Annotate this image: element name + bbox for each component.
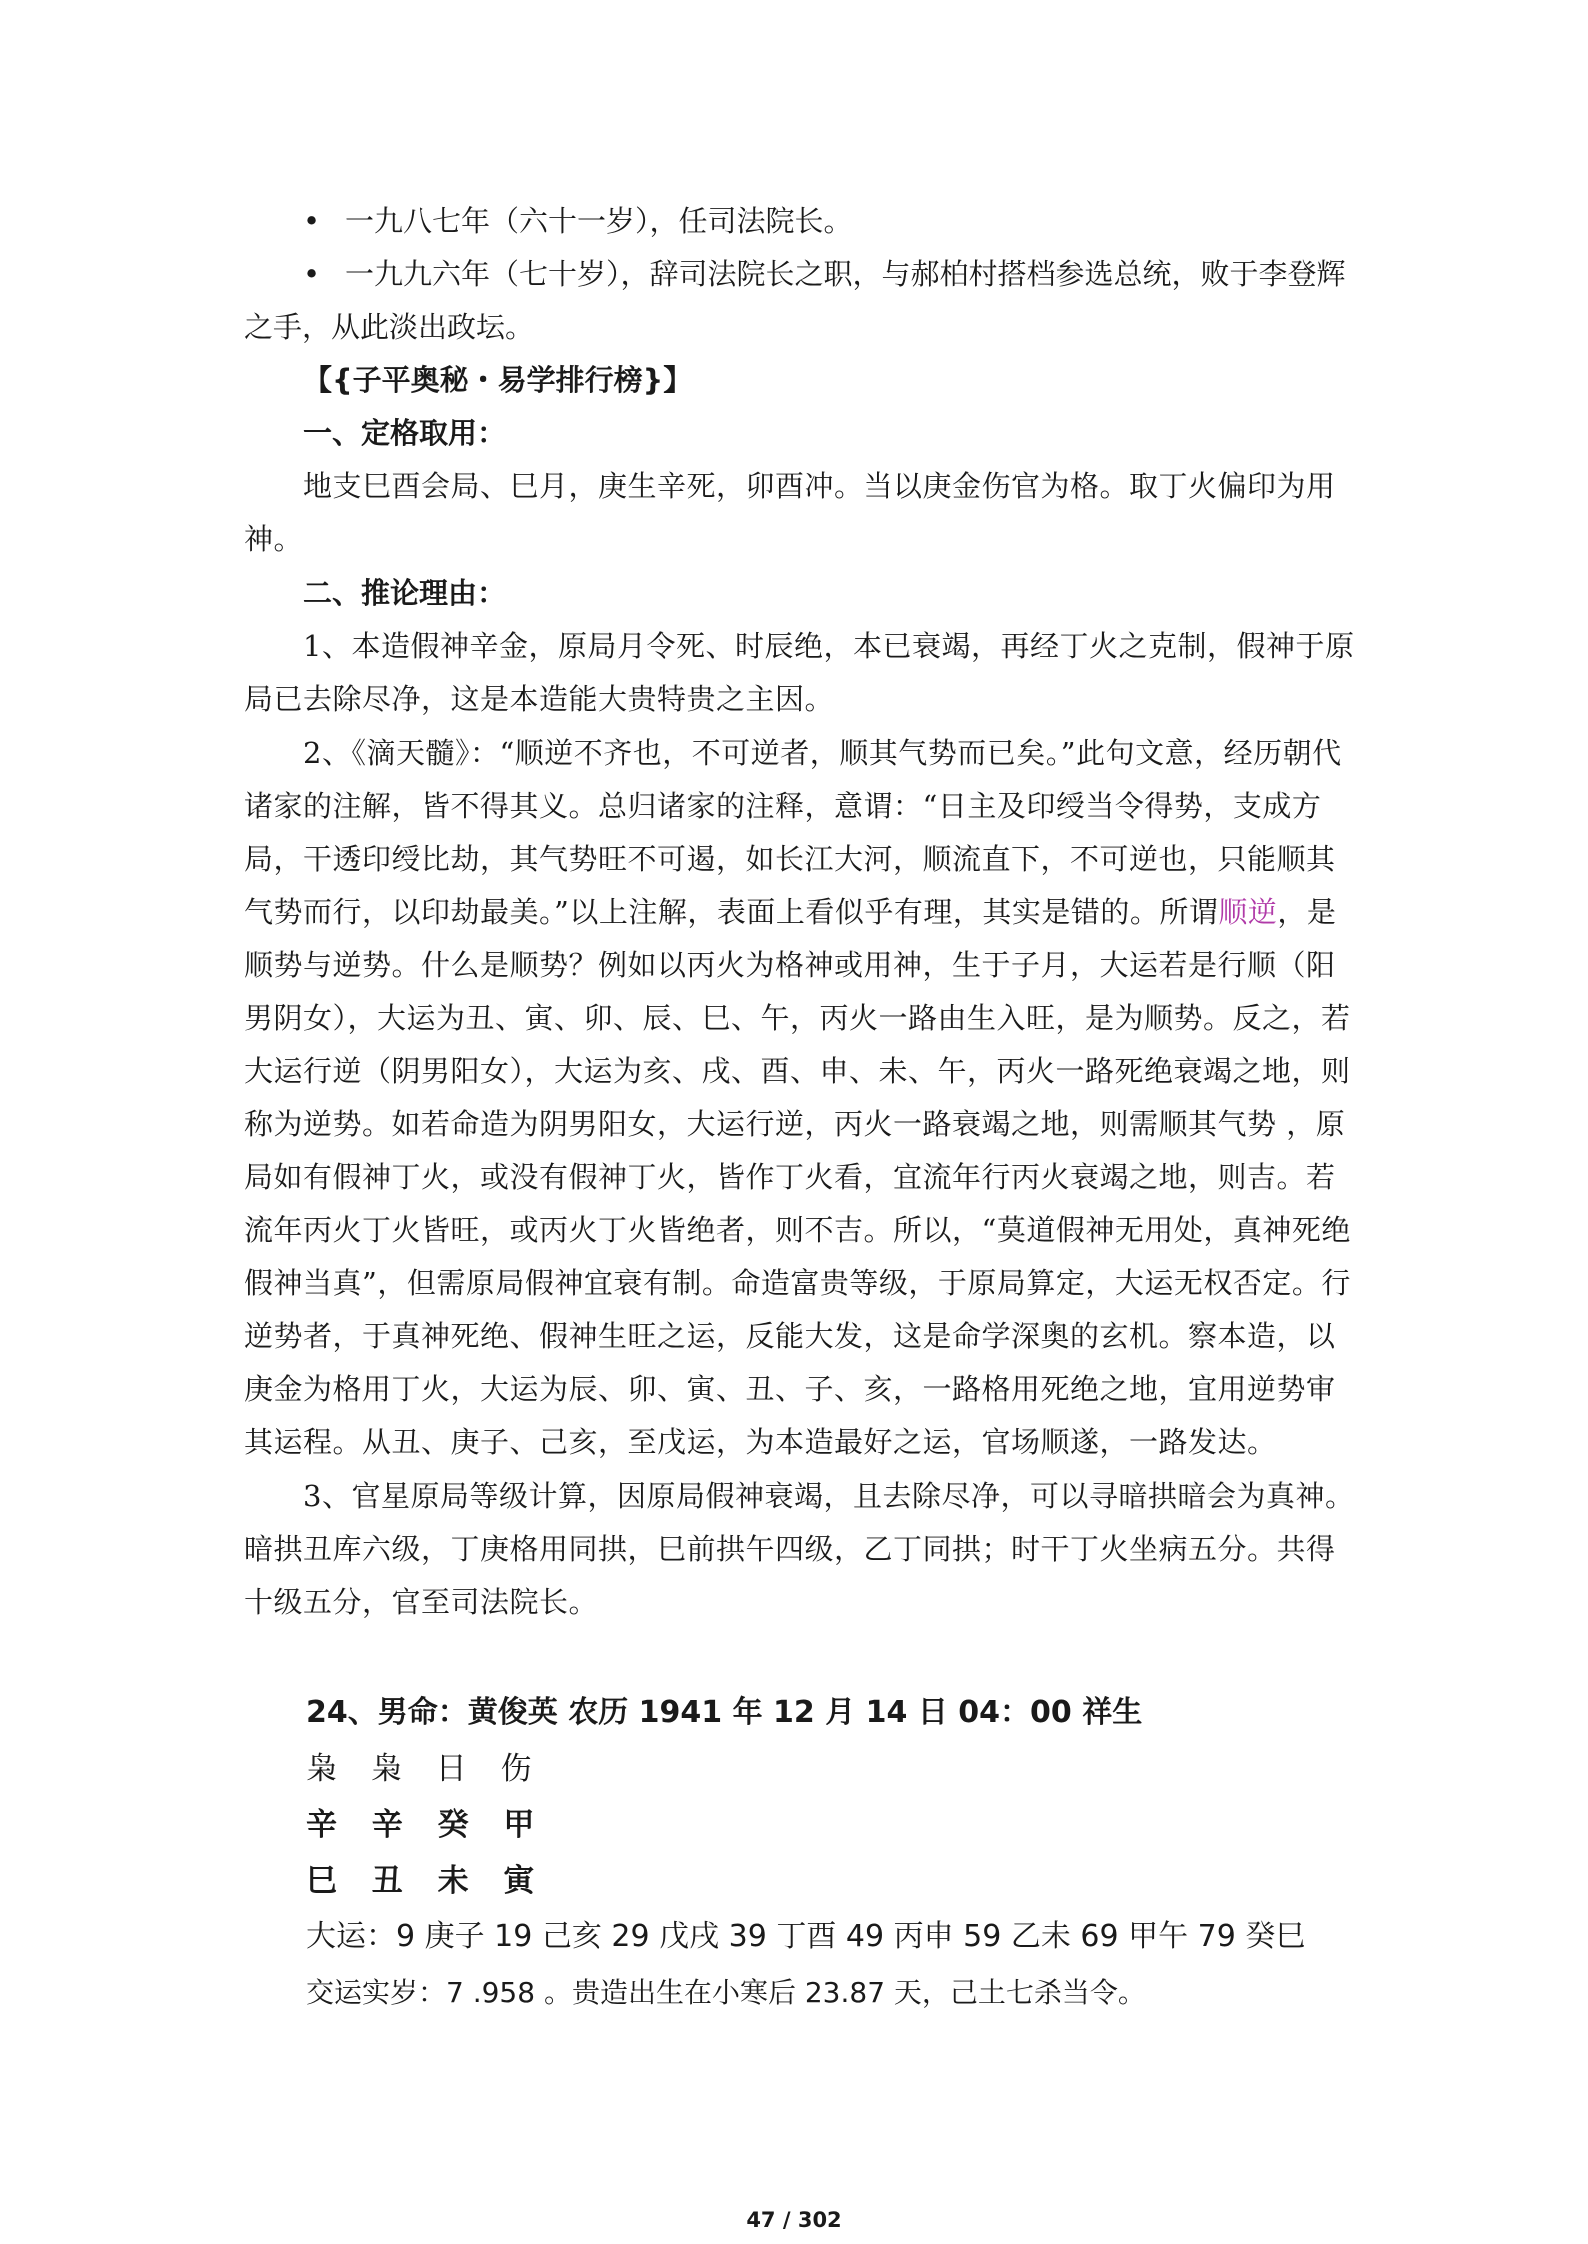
luck-pillars-row: 大运：9 庚子 19 己亥 29 戊戌 39 丁酉 49 丙申 59 乙未 69 甲午 79 癸巳: [306, 1919, 1306, 1954]
page-content: [244, 195, 1356, 2021]
case-title: 24、男命：黄俊英 农历 1941 年 12 月 14 日 04：00 祥生: [306, 1695, 1143, 1730]
paragraph-text: 2、《滴天髓》：“顺逆不齐也，不可逆者，顺其气势而已矣。”此句文意，经历朝代诸家的注解，皆不得其义。总归诸家的注释，意谓：“日主及印绶当令得势，支成方局，干透印绶比劫，其气势旺不可遏，如长江大河，顺流直下，不可逆也，只能顺其气势而行，以印劫最美。”以上注解，表面上看似乎有理，其实是错的。所谓: [244, 736, 1342, 929]
paragraph-reason-3: 3、官星原局等级计算，因原局假神衰竭，且去除尽净，可以寻暗拱暗会为真神。暗拱丑库六级，丁庚格用同拱，巳前拱午四级，乙丁同拱；时干丁火坐病五分。共得十级五分，官至司法院长。: [244, 1479, 1355, 1619]
ten-gods-row: 枭 枭 日 伤: [306, 1751, 544, 1787]
paragraph-reason-2: [244, 727, 1356, 1469]
bullet-text: 一九八七年（六十一岁），任司法院长。: [345, 204, 853, 238]
stems-row: 辛 辛 癸 甲: [306, 1807, 547, 1843]
page-number: 47 / 302: [746, 2208, 842, 2232]
bullet-item: [244, 195, 1356, 248]
highlighted-term: 顺逆: [1218, 895, 1278, 929]
bullet-item: [244, 248, 1356, 354]
bullet-symbol: •: [303, 204, 321, 238]
bullet-text: 一九九六年（七十岁），辞司法院长之职，与郝柏村搭档参选总统，败于李登辉之手，从此淡出政坛。: [244, 257, 1346, 344]
heading-format: 一、定格取用：: [303, 416, 507, 450]
heading-reasoning: 二、推论理由：: [303, 576, 507, 610]
paragraph-text: ，是顺势与逆势。什么是顺势？例如以丙火为格神或用神，生于子月，大运若是行顺（阳男阴女），大运为丑、寅、卯、辰、巳、午，丙火一路由生入旺，是为顺势。反之，若大运行逆（阴男阳女），大运为亥、戌、酉、申、未、午，丙火一路死绝衰竭之地，则称为逆势。如若命造为阴男阳女，大运行逆，丙火一路衰竭之地，则需顺其气势 ，原局如有假神丁火，或没有假神丁火，皆作丁火看，宜流年行丙火衰竭之地，则吉。若流年丙火丁火皆旺，或丙火丁火皆绝者，则不吉。所以，“莫道假神无用处，真神死绝假神当真”，但需原局假神宜衰有制。命造富贵等级，于原局算定，大运无权否定。行逆势者，于真神死绝、假神生旺之运，反能大发，这是命学深奥的玄机。察本造，以庚金为格用丁火，大运为辰、卯、寅、丑、子、亥，一路格用死绝之地，宜用逆势审其运程。从丑、庚子、己亥，至戊运，为本造最好之运，官场顺遂，一路发达。: [244, 895, 1351, 1459]
section-title: 【{子平奥秘・易学排行榜}】: [303, 363, 693, 397]
case-block: [244, 1685, 1356, 2021]
bullet-symbol: •: [303, 257, 321, 291]
paragraph-reason-1: 1、本造假神辛金，原局月令死、时辰绝，本已衰竭，再经丁火之克制，假神于原局已去除尽净，这是本造能大贵特贵之主因。: [244, 629, 1355, 716]
luck-start-note: 交运实岁：7 .958 。贵造出生在小寒后 23.87 天，己土七杀当令。: [306, 1976, 1146, 2009]
branches-row: 巳 丑 未 寅: [306, 1863, 547, 1899]
paragraph-format: 地支巳酉会局、巳月，庚生辛死，卯酉冲。当以庚金伤官为格。取丁火偏印为用神。: [244, 469, 1336, 556]
